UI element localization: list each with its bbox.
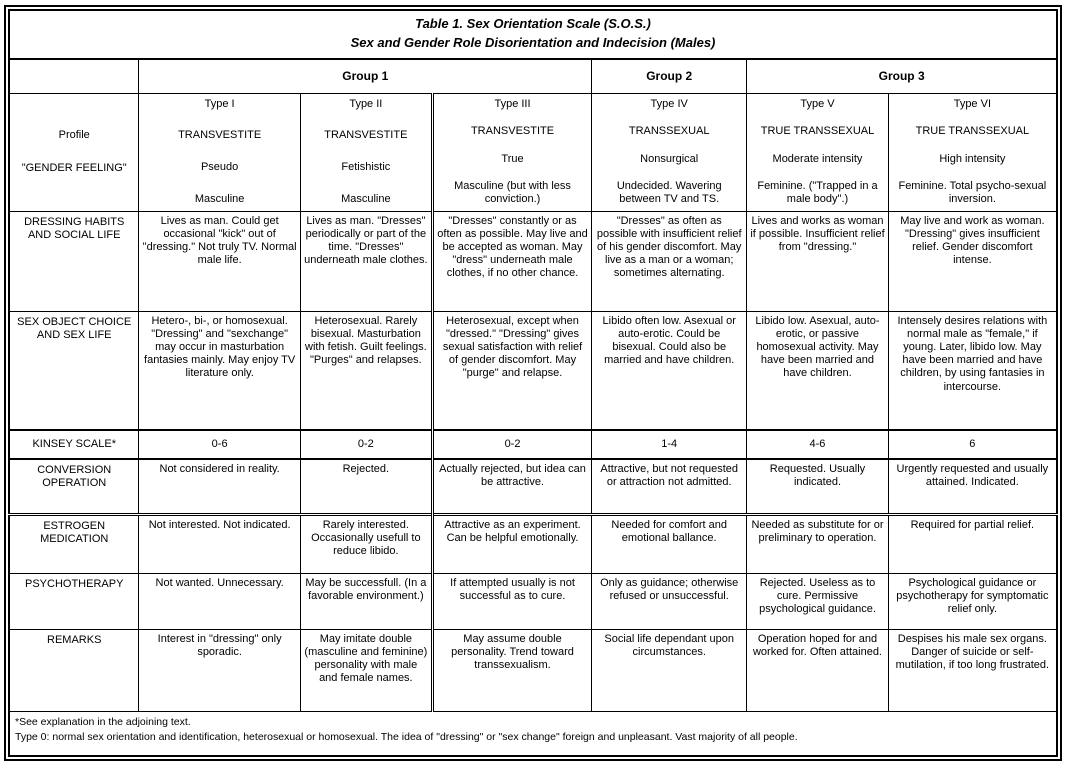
estrogen-cell-type1: Not interested. Not indicated. — [139, 514, 300, 573]
dressing-cell-type4: "Dresses" as often as possible with insufficient relief of his gender discomfort. May live as a man or a woman; sometimes alternating. — [592, 211, 747, 311]
profile-label-line2: "GENDER FEELING" — [21, 161, 127, 174]
type3-heading: Type III — [494, 97, 531, 110]
kinsey-cell-type4: 1-4 — [592, 430, 747, 459]
dressing-cell-type5: Lives and works as woman if possible. Insufficient relief from "dressing." — [747, 211, 888, 311]
dressing-cell-type3: "Dresses" constantly or as often as possible. May live and be accepted as woman. May "dress" underneath male clothes, if no other chance. — [432, 211, 591, 311]
sexobj-cell-type6: Intensely desires relations with normal male as "female," if young. Later, libido low. May have been married and have children, by using fantasies in intercourse. — [888, 311, 1057, 430]
estrogen-cell-type5: Needed as substitute for or preliminary to operation. — [747, 514, 888, 573]
footnote-2: Type 0: normal sex orientation and identification, heterosexual or homosexual. The idea of "dressing" or "sex change" foreign and unpleasant. Vast majority of all people. — [15, 731, 798, 744]
conversion-operation-label: CONVERSION OPERATION — [9, 459, 139, 515]
profile-cell-type1 — [139, 93, 300, 211]
table-title-line1: Table 1. Sex Orientation Scale (S.O.S.) — [415, 16, 651, 31]
psychotherapy-cell-type3: If attempted usually is not successful as to cure. — [432, 573, 591, 629]
estrogen-cell-type2: Rarely interested. Occasionally usefull to reduce libido. — [300, 514, 432, 573]
estrogen-cell-type3: Attractive as an experiment. Can be helpful emotionally. — [432, 514, 591, 573]
psychotherapy-row — [9, 573, 1057, 629]
type3-subtype: True — [501, 152, 524, 165]
type5-subtype: Moderate intensity — [772, 152, 863, 165]
profile-cell-type2 — [300, 93, 432, 211]
group-header-row — [9, 59, 1057, 94]
table-title-line2: Sex and Gender Role Disorientation and Indecision (Males) — [350, 34, 716, 50]
sexobj-cell-type1: Hetero-, bi-, or homosexual. "Dressing" and "sexchange" may occur in masturbation fantasies mainly. May enjoy TV literature only. — [139, 311, 300, 430]
kinsey-scale-row — [9, 430, 1057, 459]
type3-feeling: Masculine (but with less conviction.) — [454, 180, 571, 206]
psychotherapy-cell-type5: Rejected. Useless as to cure. Permissive psychological guidance. — [747, 573, 888, 629]
type1-subtype: Pseudo — [200, 161, 239, 174]
type6-feeling: Feminine. Total psycho-sexual inversion. — [898, 180, 1047, 206]
sexobj-cell-type4: Libido often low. Asexual or auto-erotic. Could be bisexual. Could also be married and have children. — [592, 311, 747, 430]
type5-category: TRUE TRANSSEXUAL — [760, 125, 875, 138]
type6-subtype: High intensity — [939, 152, 1006, 165]
group1-header: Group 1 — [139, 59, 592, 94]
dressing-cell-type2: Lives as man. "Dresses" periodically or part of the time. "Dresses" underneath male clothes. — [300, 211, 432, 311]
group3-header: Group 3 — [747, 59, 1057, 94]
table-title-cell — [9, 10, 1057, 59]
type6-heading: Type VI — [953, 97, 991, 110]
psychotherapy-cell-type1: Not wanted. Unnecessary. — [139, 573, 300, 629]
type5-feeling: Feminine. ("Trapped in a male body".) — [757, 180, 878, 206]
conversion-cell-type5: Requested. Usually indicated. — [747, 459, 888, 515]
footnotes-cell — [9, 711, 1057, 756]
conversion-cell-type1: Not considered in reality. — [139, 459, 300, 515]
type4-subtype: Nonsurgical — [640, 152, 699, 165]
kinsey-cell-type6: 6 — [888, 430, 1057, 459]
psychotherapy-cell-type2: May be successfull. (In a favorable environment.) — [300, 573, 432, 629]
type1-heading: Type I — [204, 97, 235, 110]
dressing-cell-type1: Lives as man. Could get occasional "kick" out of "dressing." Not truly TV. Normal male life. — [139, 211, 300, 311]
group2-header: Group 2 — [592, 59, 747, 94]
estrogen-medication-label: ESTROGEN MEDICATION — [9, 514, 139, 573]
profile-row-label — [9, 93, 139, 211]
group-header-empty-cell — [9, 59, 139, 94]
psychotherapy-cell-type6: Psychological guidance or psychotherapy for symptomatic relief only. — [888, 573, 1057, 629]
remarks-cell-type1: Interest in "dressing" only sporadic. — [139, 629, 300, 711]
conversion-cell-type4: Attractive, but not requested or attraction not admitted. — [592, 459, 747, 515]
sexobj-cell-type5: Libido low. Asexual, auto-erotic, or passive homosexual activity. May have been married and have children. — [747, 311, 888, 430]
estrogen-cell-type4: Needed for comfort and emotional ballance. — [592, 514, 747, 573]
type5-heading: Type V — [800, 97, 835, 110]
sexobj-cell-type2: Heterosexual. Rarely bisexual. Masturbation with fetish. Guilt feelings. "Purges" and relapses. — [300, 311, 432, 430]
psychotherapy-cell-type4: Only as guidance; otherwise refused or unsuccessful. — [592, 573, 747, 629]
remarks-cell-type5: Operation hoped for and worked for. Often attained. — [747, 629, 888, 711]
type2-subtype: Fetishistic — [341, 161, 391, 174]
sex-object-choice-label: SEX OBJECT CHOICE AND SEX LIFE — [9, 311, 139, 430]
conversion-cell-type6: Urgently requested and usually attained. Indicated. — [888, 459, 1057, 515]
type1-category: TRANSVESTITE — [178, 129, 262, 142]
dressing-habits-label: DRESSING HABITS AND SOCIAL LIFE — [9, 211, 139, 311]
profile-cell-type4 — [592, 93, 747, 211]
profile-cell-type5 — [747, 93, 888, 211]
profile-row — [9, 93, 1057, 211]
remarks-cell-type4: Social life dependant upon circumstances. — [592, 629, 747, 711]
remarks-cell-type2: May imitate double (masculine and feminine) personality with male and female names. — [300, 629, 432, 711]
conversion-operation-row — [9, 459, 1057, 515]
dressing-habits-row — [9, 211, 1057, 311]
kinsey-scale-label: KINSEY SCALE* — [9, 430, 139, 459]
type2-category: TRANSVESTITE — [324, 129, 408, 142]
type6-category: TRUE TRANSSEXUAL — [915, 125, 1030, 138]
estrogen-cell-type6: Required for partial relief. — [888, 514, 1057, 573]
table-title-row — [9, 10, 1057, 59]
type4-heading: Type IV — [650, 97, 688, 110]
kinsey-cell-type5: 4-6 — [747, 430, 888, 459]
footnotes-row — [9, 711, 1057, 756]
sex-orientation-scale-table — [8, 9, 1058, 757]
profile-cell-type6 — [888, 93, 1057, 211]
remarks-label: REMARKS — [9, 629, 139, 711]
remarks-cell-type3: May assume double personality. Trend toward transsexualism. — [432, 629, 591, 711]
dressing-cell-type6: May live and work as woman. "Dressing" gives insufficient relief. Gender discomfort intense. — [888, 211, 1057, 311]
type1-feeling: Masculine — [194, 193, 245, 206]
kinsey-cell-type2: 0-2 — [300, 430, 432, 459]
profile-cell-type3 — [432, 93, 591, 211]
kinsey-cell-type3: 0-2 — [432, 430, 591, 459]
type3-category: TRANSVESTITE — [470, 125, 555, 138]
remarks-cell-type6: Despises his male sex organs. Danger of suicide or self-mutilation, if too long frustrated. — [888, 629, 1057, 711]
sex-object-choice-row — [9, 311, 1057, 430]
footnote-1: *See explanation in the adjoining text. — [15, 715, 191, 728]
psychotherapy-label: PSYCHOTHERAPY — [9, 573, 139, 629]
type4-feeling: Undecided. Wavering between TV and TS. — [616, 180, 722, 206]
kinsey-cell-type1: 0-6 — [139, 430, 300, 459]
document-page — [4, 5, 1062, 761]
profile-label-line1: Profile — [58, 128, 90, 141]
conversion-cell-type2: Rejected. — [300, 459, 432, 515]
type2-feeling: Masculine — [341, 193, 391, 206]
estrogen-medication-row — [9, 514, 1057, 573]
type2-heading: Type II — [349, 97, 383, 110]
sexobj-cell-type3: Heterosexual, except when "dressed." "Dressing" gives sexual satisfaction with relief of gender discomfort. May "purge" and relapse. — [432, 311, 591, 430]
type4-category: TRANSSEXUAL — [628, 125, 710, 138]
remarks-row — [9, 629, 1057, 711]
conversion-cell-type3: Actually rejected, but idea can be attractive. — [432, 459, 591, 515]
